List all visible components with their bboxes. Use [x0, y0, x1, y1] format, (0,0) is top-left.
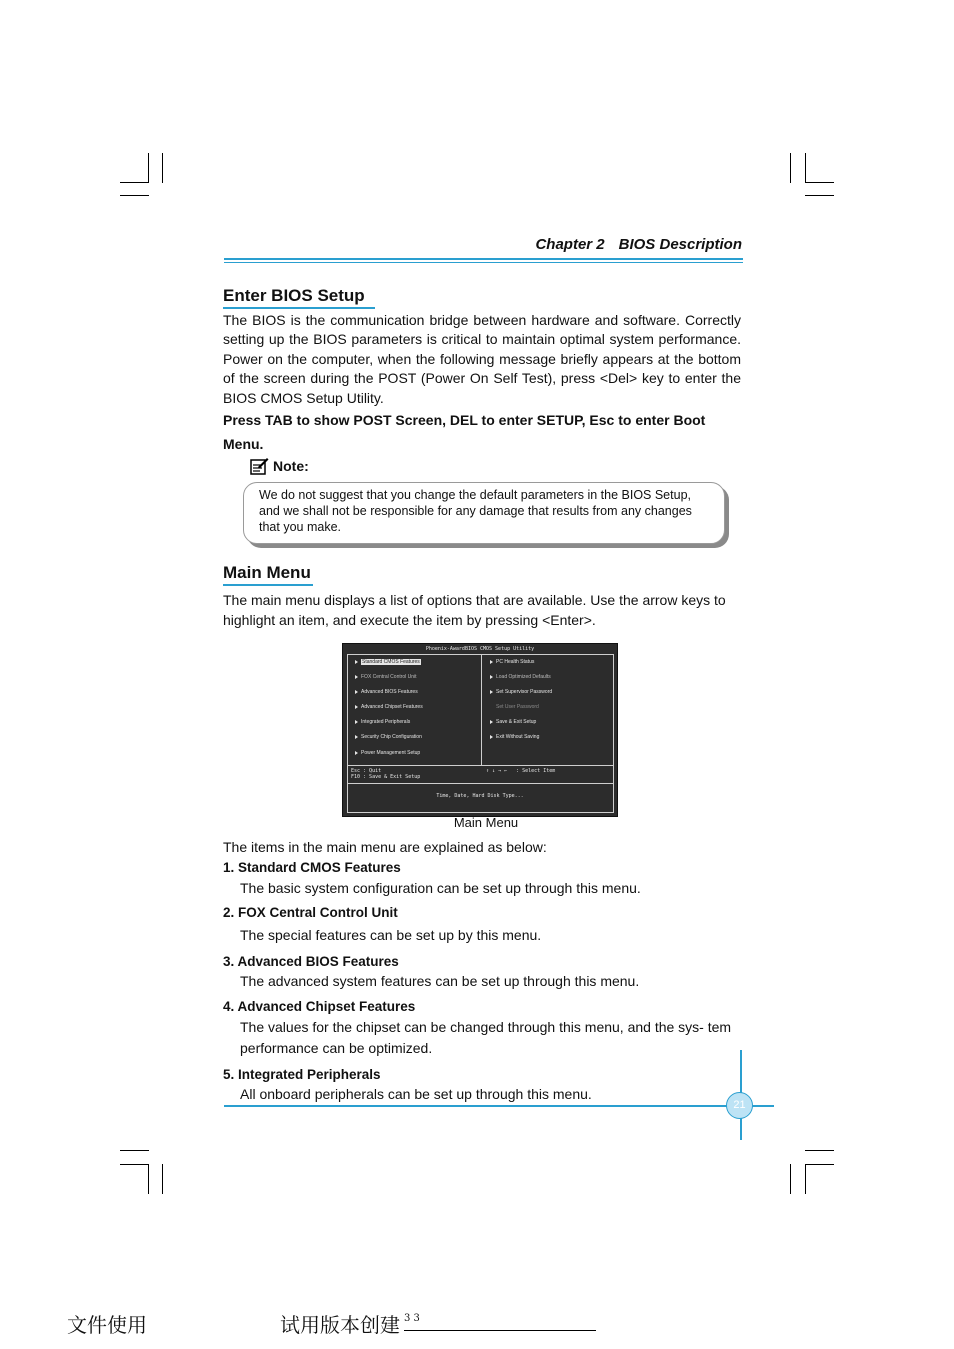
bios-item-supervisor-password[interactable]: Set Supervisor Password	[490, 689, 552, 696]
bios-divider	[481, 655, 482, 765]
bios-item-advanced-chipset[interactable]: Advanced Chipset Features	[355, 704, 423, 711]
bios-divider	[348, 765, 613, 766]
post-message-line2: Menu.	[223, 436, 264, 452]
figure-caption: Main Menu	[453, 815, 519, 830]
items-intro: The items in the main menu are explained as below:	[223, 839, 547, 855]
post-message-line1: Press TAB to show POST Screen, DEL to enter SETUP, Esc to enter Boot	[223, 412, 706, 428]
item-heading: 5. Integrated Peripherals	[223, 1067, 381, 1082]
bios-item-pc-health[interactable]: PC Health Status	[490, 659, 534, 666]
note-heading	[250, 457, 309, 474]
bios-item-power-management[interactable]: Power Management Setup	[355, 750, 420, 757]
crop-mark	[805, 182, 834, 183]
bios-item-load-defaults[interactable]: Load Optimized Defaults	[490, 674, 551, 681]
bios-item-standard-cmos[interactable]: Standard CMOS Features	[355, 659, 421, 666]
item-heading: 1. Standard CMOS Features	[223, 860, 401, 875]
footer-middle-text: 试用版本创建	[280, 1313, 400, 1337]
crop-mark	[805, 195, 834, 196]
item-description: The advanced system features can be set up through this menu.	[240, 973, 640, 989]
chapter-label: Chapter 2	[535, 236, 605, 253]
crop-mark	[148, 153, 149, 183]
item-description: The special features can be set up by this menu.	[240, 927, 542, 943]
page-number: 21	[726, 1092, 753, 1119]
footer-number: 3 3	[404, 1313, 420, 1324]
header-rule-thin	[224, 262, 743, 263]
bios-screenshot	[342, 643, 618, 817]
bottom-rule	[224, 1105, 774, 1107]
crop-mark	[162, 153, 163, 183]
enter-bios-body: The BIOS is the communication bridge between hardware and software. Correctly setting up the BIOS parameters is critical to maintain optimal system performance. Power on the computer, when the following message briefly appears at the bottom of the screen during the POST (Power On Self Test), press <Del> key to enter the BIOS CMOS Setup Utility.	[223, 312, 741, 406]
bios-item-fox-ccu[interactable]: FOX Central Control Unit	[355, 674, 417, 681]
item-description: All onboard peripherals can be set up through this menu.	[240, 1086, 592, 1102]
crop-mark	[805, 153, 806, 183]
crop-mark	[120, 1150, 149, 1151]
item-description: The basic system configuration can be set up through this menu.	[240, 880, 641, 896]
bios-item-save-exit[interactable]: Save & Exit Setup	[490, 719, 536, 726]
bios-footer-select: ↑ ↓ → ← : Select Item	[486, 768, 556, 774]
crop-mark	[805, 1164, 806, 1194]
crop-mark	[120, 195, 149, 196]
bios-title: Phoenix-AwardBIOS CMOS Setup Utility	[425, 646, 535, 652]
item-description: The values for the chipset can be changed through this menu, and the sys- tem performance can be optimized.	[240, 1019, 732, 1056]
crop-mark	[120, 182, 149, 183]
crop-mark	[162, 1164, 163, 1194]
item-heading: 4. Advanced Chipset Features	[223, 999, 416, 1014]
crop-mark	[805, 1164, 834, 1165]
bios-footer-keys: Esc : Quit F10 : Save & Exit Setup	[351, 768, 421, 780]
chapter-title: BIOS Description	[618, 236, 742, 253]
footer-left-text: 文件使用	[67, 1313, 147, 1337]
crop-mark	[805, 1150, 834, 1151]
crop-mark	[120, 1164, 149, 1165]
footer-underline	[404, 1330, 596, 1331]
crop-mark	[148, 1164, 149, 1194]
note-text: We do not suggest that you change the default parameters in the BIOS Setup, and we shall not be responsible for any damage that results from any changes that you make.	[259, 488, 692, 535]
header-rule	[224, 258, 743, 260]
bios-item-advanced-bios[interactable]: Advanced BIOS Features	[355, 689, 418, 696]
crop-mark	[790, 153, 791, 183]
main-menu-body: The main menu displays a list of options that are available. Use the arrow keys to highlight an item, and execute the item by pressing <Enter>.	[223, 592, 726, 628]
running-header	[224, 236, 742, 253]
item-heading: 2. FOX Central Control Unit	[223, 905, 398, 920]
bios-status-line: Time, Date, Hard Disk Type...	[436, 793, 524, 799]
note-label: Note:	[273, 457, 309, 474]
crop-mark	[790, 1164, 791, 1194]
bios-item-exit-without-saving[interactable]: Exit Without Saving	[490, 734, 539, 741]
bios-item-user-password: Set User Password	[496, 704, 539, 710]
note-pencil-icon	[250, 457, 268, 474]
section-title-main-menu: Main Menu	[223, 563, 313, 586]
section-title-enter-bios: Enter BIOS Setup	[223, 286, 375, 309]
bios-divider	[348, 783, 613, 784]
bios-item-integrated-peripherals[interactable]: Integrated Peripherals	[355, 719, 410, 726]
bios-item-security-chip[interactable]: Security Chip Configuration	[355, 734, 422, 741]
item-heading: 3. Advanced BIOS Features	[223, 954, 399, 969]
